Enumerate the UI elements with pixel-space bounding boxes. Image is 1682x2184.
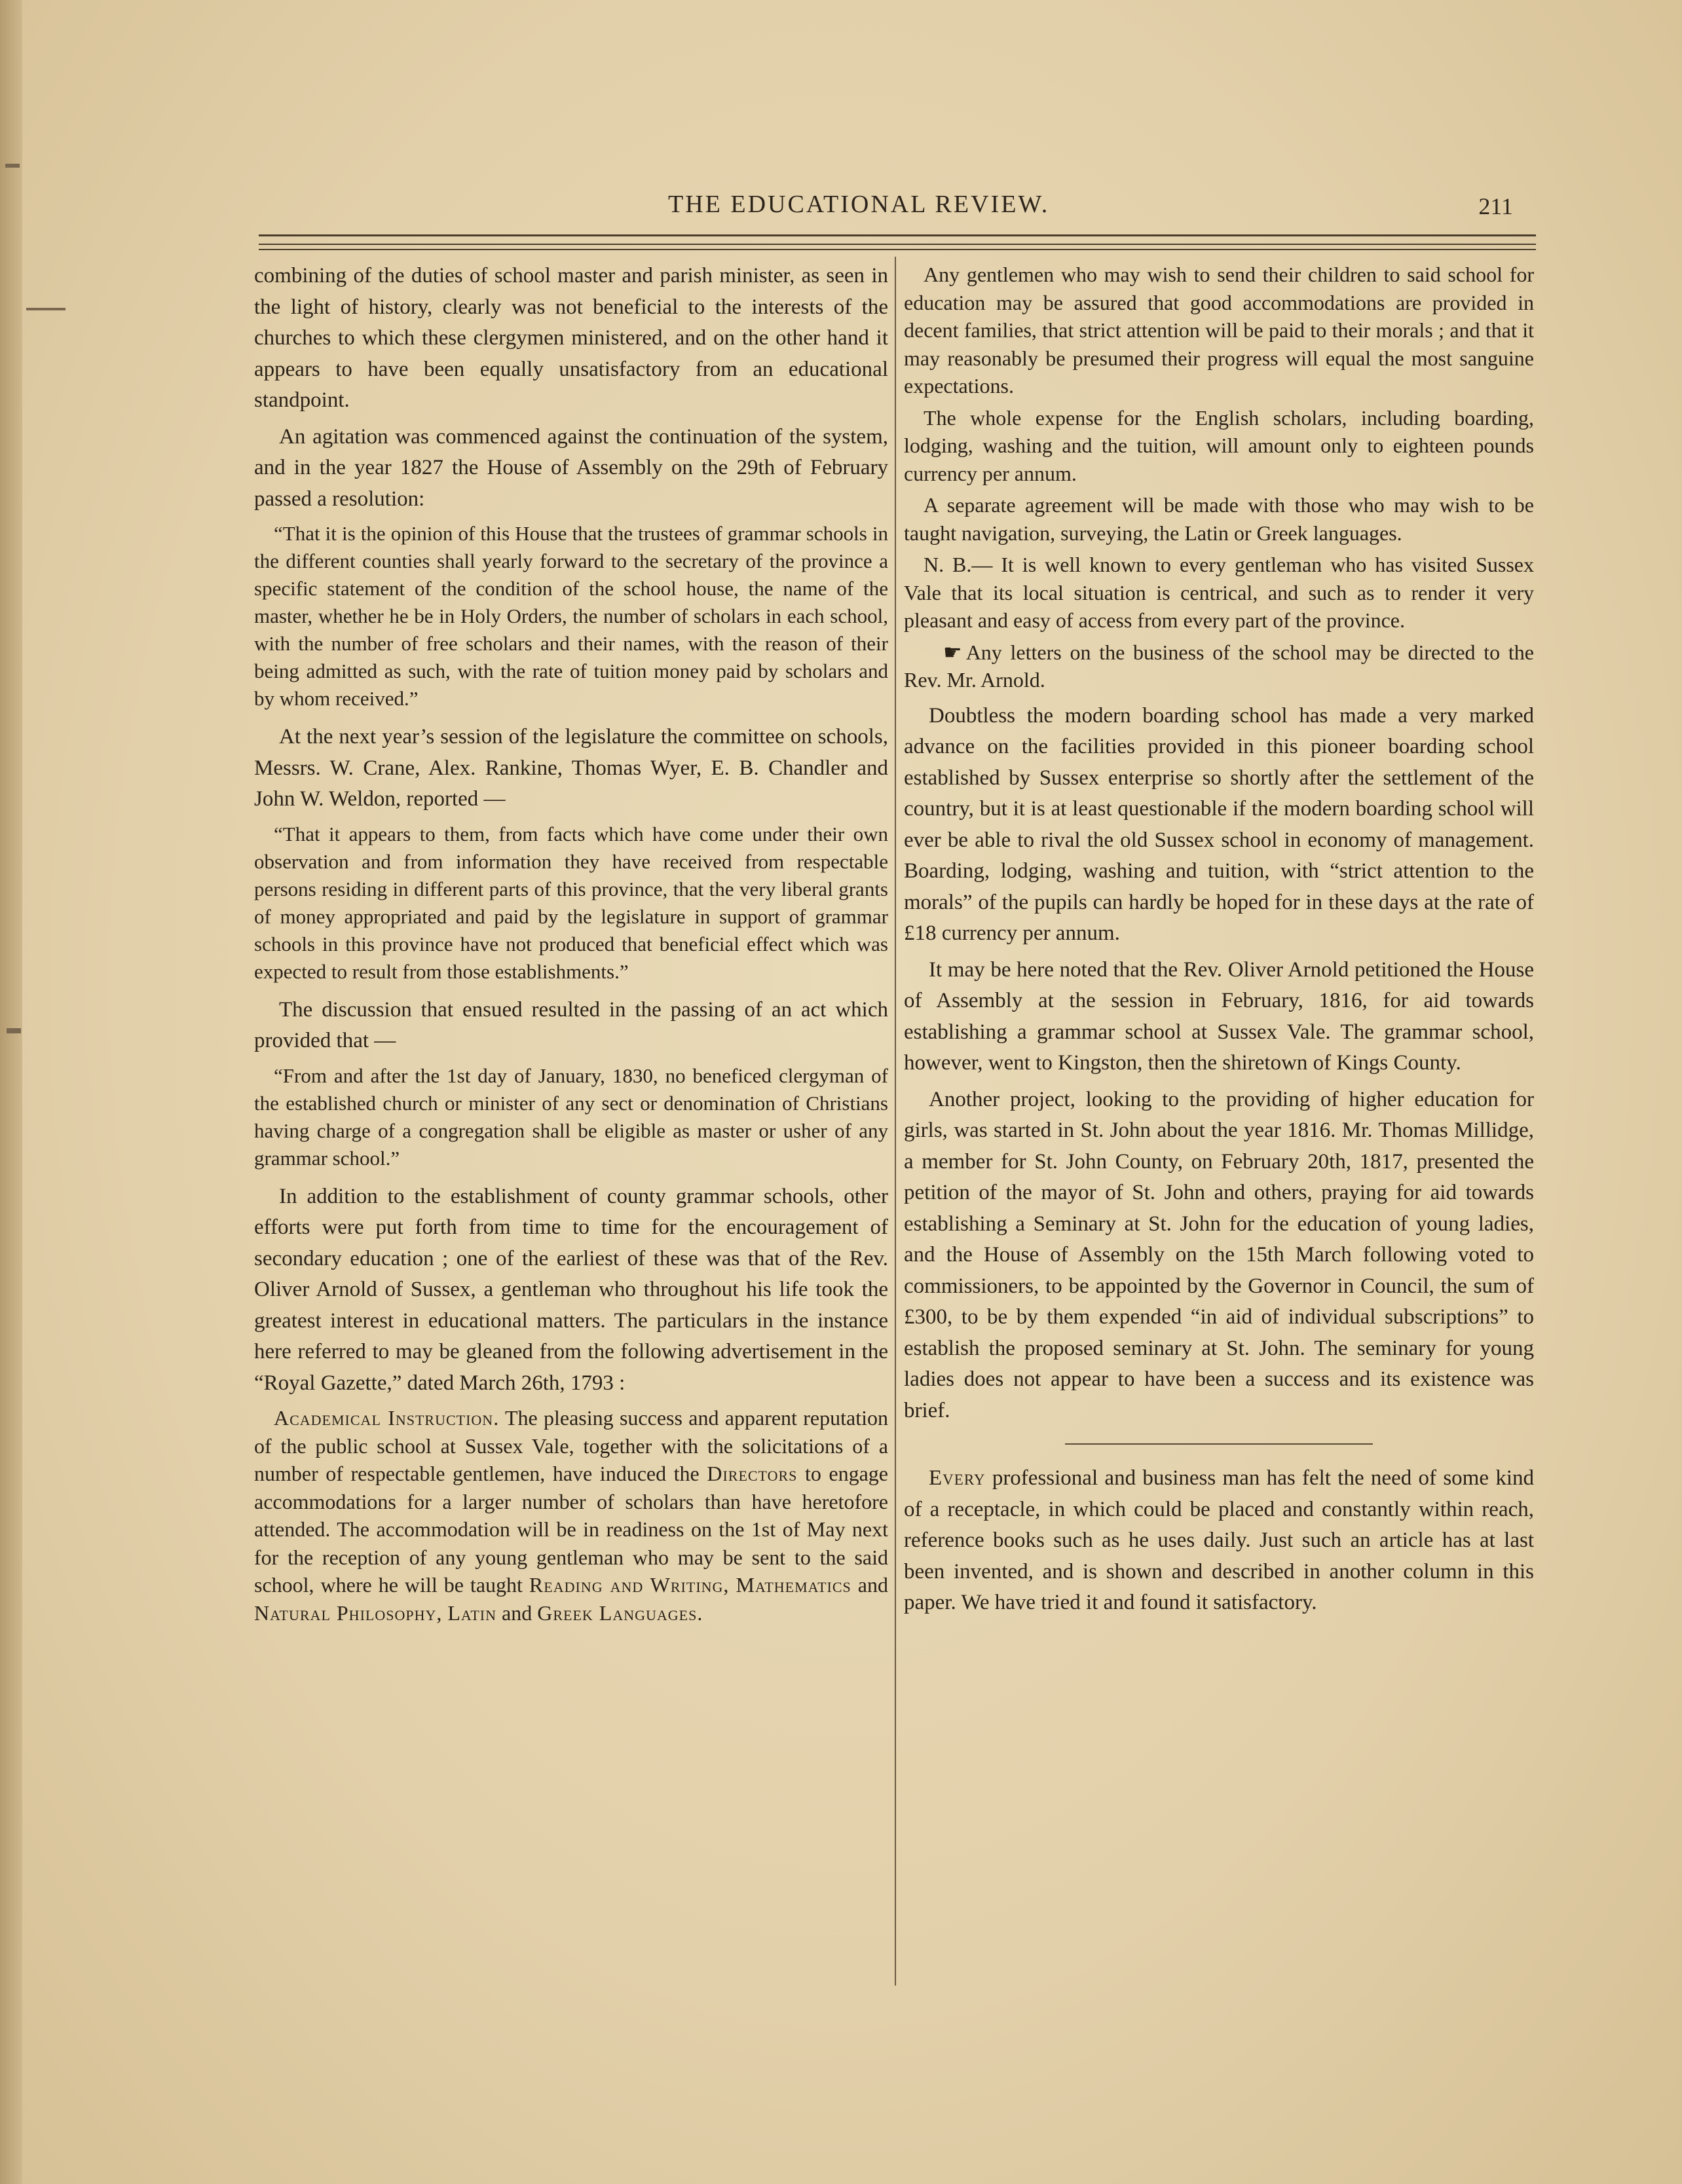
- paragraph: Another project, looking to the providing of higher education for girls, was started in St. John about the year 1816. Mr. Thomas Millidge, a member for St. John County, on February 20th, 1817, presented the petition of the mayor of St. John and others, praying for aid towards establishing a Seminary at St. John for the education of young ladies, and the House of Assembly on the 15th March following voted to commissioners, to be appointed by the Governor in Council, the sum of £300, to be by them expended “in aid of individual subscriptions” to establish the proposed seminary at St. John. The seminary for young ladies does not appear to have been a success and its existence was brief.: [904, 1087, 1534, 1422]
- block-quote: “That it is the opinion of this House that the trustees of grammar schools in the different counties shall yearly forward to the secretary of the province a specific statement of the condition of the school house, the name of the master, whether he be in Holy Orders, the number of scholars in each school, with the number of free scholars and their names, with the reason of their being admitted as such, with the rate of tuition money paid by scholars and by whom received.”: [254, 522, 888, 710]
- header-rule: [259, 244, 1536, 245]
- paragraph: combining of the duties of school master and parish minister, as seen in the light of history, clearly was not beneficial to the interests of the churches to which these clergymen ministered, and on the other hand it appears to have been equally unsatisfactory from an educational standpoint.: [254, 264, 888, 412]
- paragraph: [904, 1463, 1534, 1619]
- paragraph: Doubtless the modern boarding school has made a very marked advance on the facilities provided in this pioneer boarding school established by Sussex enterprise so shortly after the settlement of the country, but it is at least questionable if the modern boarding school will ever be able to rival the old Sussex school in economy of management. Boarding, lodging, washing and tuition, with “strict attention to the morals” of the pupils can hardly be hoped for in these days at the rate of £18 currency per annum.: [904, 703, 1534, 945]
- advertisement-heading: Academical Instruction.: [274, 1406, 500, 1430]
- header-rule: [259, 234, 1536, 236]
- advertisement-text: A separate agreement will be made with those who may wish to be taught navigation, surveying, the Latin or Greek languages.: [904, 493, 1534, 545]
- block-quote: “From and after the 1st day of January, 1830, no beneficed clergyman of the established church or minister of any sect or denomination of Christians having charge of a congregation shall be eligible as master or usher of any grammar school.”: [254, 1064, 888, 1170]
- page-number: 211: [1478, 193, 1513, 219]
- advertisement-text: [904, 639, 1534, 694]
- margin-mark: [26, 308, 65, 310]
- advertisement-body: The pleasing success and apparent reputation of the public school at Sussex Vale, together with the solicitations of a number of respectable gentlemen, have induced the: [254, 1406, 888, 1485]
- pointing-hand-icon: ☛: [943, 640, 962, 664]
- advertisement-text: Any gentlemen who may wish to send their children to said school for education may be assured that good accommodations are provided in decent families, that strict attention will be paid to their morals ; and that it may reasonably be presumed their progress will equal the most sanguine expectations.: [904, 263, 1534, 398]
- page-binding-edge: [0, 0, 22, 2184]
- advertisement-directors: Directors: [707, 1462, 798, 1485]
- paragraph: It may be here noted that the Rev. Oliver Arnold petitioned the House of Assembly at the session in February, 1816, for aid towards establishing a grammar school at Sussex Vale. The grammar school, however, went to Kingston, then the shiretown of Kings County.: [904, 957, 1534, 1075]
- subject-natural-philosophy: Natural Philosophy,: [254, 1601, 443, 1625]
- advertisement-body: to engage accommodations for a larger number of scholars than have heretofore attended. The accommodation will be in readiness on the 1st of May next for the reception of any young gentleman who may be sent to the said school, where he will be taught: [254, 1462, 889, 1597]
- block-quote: “That it appears to them, from facts which have come under their own observation and from information they have received from respectable persons residing in different parts of this province, that the very liberal grants of money appropriated and paid by the legislature in support of grammar schools in this province have not produced that beneficial effect which was expected to result from those establishments.”: [254, 822, 888, 983]
- margin-mark: [5, 164, 20, 168]
- column-divider: [895, 257, 896, 1986]
- subject-greek: Greek Languages.: [537, 1601, 703, 1625]
- conjunction: and: [851, 1573, 889, 1597]
- running-header: [249, 190, 1533, 229]
- left-column: [254, 261, 888, 1631]
- paragraph: In addition to the establishment of county grammar schools, other efforts were put forth from time to time for the encouragement of secondary education ; one of the earliest of these was that of the Rev. Oliver Arnold of Sussex, a gentleman who throughout his life took the greatest interest in educational matters. The particulars in the instance here referred to may be gleaned from the following advertisement in the “Royal Gazette,” dated March 26th, 1793 :: [254, 1184, 888, 1395]
- advertisement-text: N. B.— It is well known to every gentleman who has visited Sussex Vale that its local situation is centrical, and such as to render it very pleasant and easy of access from every part of the province.: [904, 553, 1534, 632]
- section-separator: [1065, 1443, 1373, 1445]
- running-title: THE EDUCATIONAL REVIEW.: [668, 191, 1050, 218]
- advertisement-body: Any letters on the business of the school may be directed to the Rev. Mr. Arnold.: [904, 640, 1534, 692]
- paragraph: At the next year’s session of the legislature the committee on schools, Messrs. W. Crane, Alex. Rankine, Thomas Wyer, E. B. Chandler and John W. Weldon, reported —: [254, 725, 888, 811]
- paragraph: The discussion that ensued resulted in the passing of an act which provided that —: [254, 997, 888, 1052]
- paragraph-body: professional and business man has felt the need of some kind of a receptacle, in which could be placed and constantly within reach, reference books such as he uses daily. Just such an article has at last been invented, and is shown and described in another column in this paper. We have tried it and found it satisfactory.: [904, 1466, 1534, 1614]
- conjunction: and: [496, 1601, 538, 1625]
- advertisement-text: The whole expense for the English scholars, including boarding, lodging, washing and the tuition, will amount only to eighteen pounds currency per annum.: [904, 405, 1534, 485]
- right-column: [904, 261, 1534, 1624]
- lead-word: Every: [929, 1466, 986, 1490]
- margin-mark: [7, 1028, 21, 1033]
- header-rule: [259, 249, 1536, 250]
- paragraph: An agitation was commenced against the continuation of the system, and in the year 1827 the House of Assembly on the 29th of February passed a resolution:: [254, 424, 888, 511]
- subject-latin: Latin: [447, 1601, 497, 1625]
- subject-reading-writing: Reading and Writing,: [529, 1573, 730, 1597]
- advertisement-text: [254, 1404, 888, 1627]
- subject-mathematics: Mathematics: [736, 1573, 851, 1597]
